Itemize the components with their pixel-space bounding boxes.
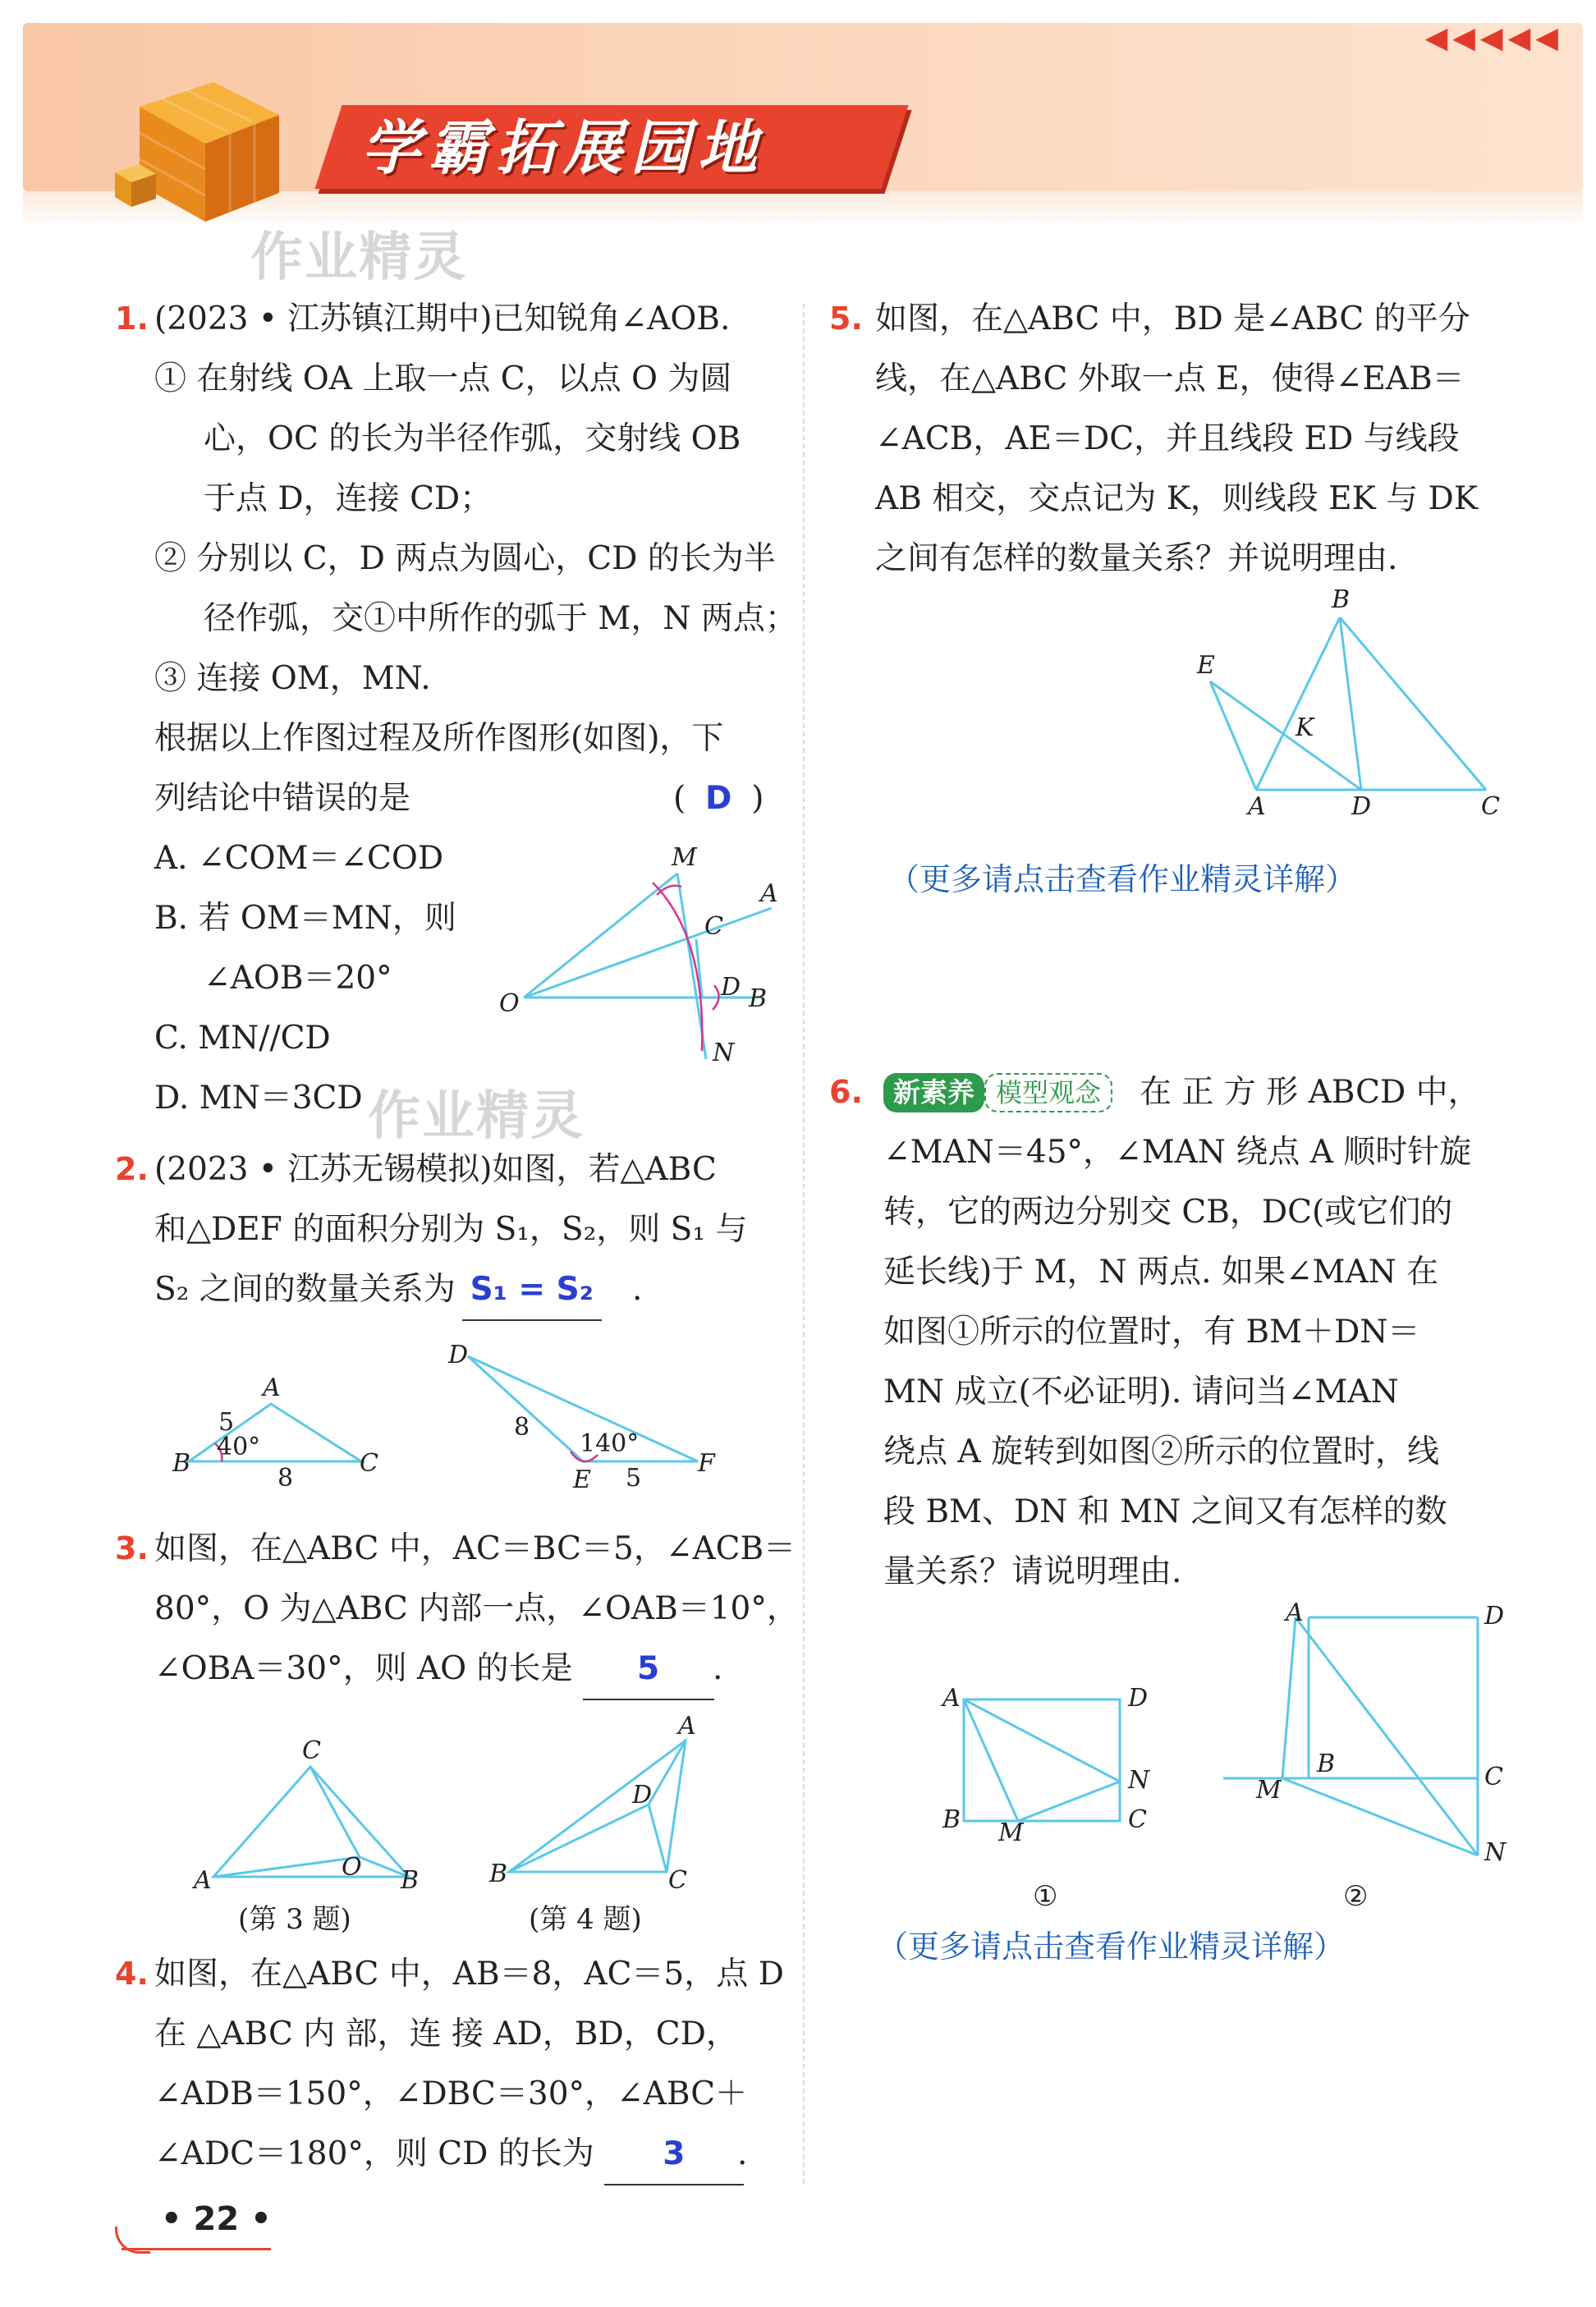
answer-blank: 5 [583,1639,714,1700]
question-number: 4. [115,1956,149,1992]
fig-label: N [1484,1838,1507,1867]
q1-figure [493,837,788,1084]
q2-line: S₂ 之间的数量关系为 S₁ = S₂ [154,1259,602,1321]
q4-line: ∠ADB＝150°，∠DBC＝30°，∠ABC＋ [154,2075,748,2112]
fig-label: D [1484,1602,1505,1630]
fig-label: D [721,973,741,1002]
fig-label: B [749,984,768,1013]
q6-figure-2 [1215,1598,1527,1929]
q1-line: (2023 • 江苏镇江期中)已知锐角∠AOB. [154,300,731,337]
question-number: 5. [829,300,863,337]
fig-label: F [698,1449,715,1478]
model-concept-tag: 模型观念 [984,1073,1112,1112]
fig-label: N [1128,1766,1150,1795]
header-arrows-icon: ◀◀◀◀◀ [1424,21,1563,55]
q4-line: 在 △ABC 内 部，连 接 AD，BD，CD， [154,2016,738,2052]
fig-label: K [1296,713,1314,742]
q6-line: 段 BM、DN 和 MN 之间又有怎样的数 [883,1493,1447,1530]
q2-figure [164,1341,739,1494]
q1-line: ③ 连接 OM，MN. [154,660,431,697]
fig-label: C [704,912,723,941]
fig-label: D [1351,792,1372,821]
fig-label: D [1128,1684,1149,1713]
q6-line: 延长线)于 M，N 两点. 如果∠MAN 在 [883,1254,1439,1291]
fig-label: C [360,1449,378,1478]
q1-line: 于点 D，连接 CD； [204,480,493,517]
q4-line: 如图，在△ABC 中，AB＝8，AC＝5，点 D [154,1956,784,1993]
option-c: C. MN//CD [154,1020,331,1057]
answer-blank: S₁ = S₂ [462,1259,602,1321]
option-a: A. ∠COM＝∠COD [154,840,444,877]
q6-tags [883,1069,1112,1115]
q6-line: 转，它的两边分别交 CB，DC(或它们的 [883,1194,1453,1231]
fig-label: C [1484,1763,1503,1791]
column-divider [803,304,805,2184]
fig-label: A [760,879,778,908]
question-number: 6. [829,1074,863,1110]
cube-icon [107,49,296,238]
fig-label: O [499,989,520,1018]
fig-label: 8 [514,1413,530,1442]
q6-line: ∠MAN＝45°，∠MAN 绕点 A 顺时针旋 [883,1134,1472,1171]
fig-label: A [1248,792,1266,821]
option-b-cont: ∠AOB＝20° [204,960,392,997]
q1-line: ② 分别以 C，D 两点为圆心，CD 的长为半 [154,540,776,577]
q6-line: 量关系？请说明理由. [883,1553,1182,1590]
q6-line: 绕点 A 旋转到如图②所示的位置时，线 [883,1433,1439,1470]
fig-label: M [672,843,697,872]
question-number: 2. [115,1151,149,1187]
q6-line: 如图①所示的位置时，有 BM＋DN＝ [883,1314,1420,1351]
fig-label: B [489,1860,508,1888]
q5-line: AB 相交，交点记为 K，则线段 EK 与 DK [875,480,1478,517]
fig-label: D [632,1781,653,1809]
more-details-link[interactable]: （更多请点击查看作业精灵详解） [888,861,1357,897]
period: . [713,1650,723,1687]
fig-label: B [401,1866,420,1895]
page-number-underline [122,2248,271,2250]
q4-line: ∠ADC＝180°，则 CD 的长为 3 [154,2124,744,2185]
fig-label: C [668,1866,687,1895]
fig-label: C [1481,792,1500,821]
fig-label: O [342,1853,362,1882]
q5-line: 之间有怎样的数量关系？并说明理由. [875,540,1398,577]
fig-label: B [172,1449,191,1478]
watermark-top: 作业精灵 [250,227,467,288]
fig-label: C [302,1736,321,1765]
fig-label: E [573,1465,591,1494]
q3-line: 如图，在△ABC 中，AC＝BC＝5，∠ACB＝ [154,1530,796,1567]
fig-label: B [1332,585,1351,614]
page-number: • 22 • [161,2200,272,2238]
q2-line: (2023 • 江苏无锡模拟)如图，若△ABC [154,1151,717,1188]
q3-line: ∠OBA＝30°，则 AO 的长是 5 [154,1639,714,1700]
q5-line: 如图，在△ABC 中，BD 是∠ABC 的平分 [875,300,1470,337]
fig-label: A [678,1712,696,1741]
watermark-mid: 作业精灵 [368,1086,585,1147]
page-title: 学霸拓展园地 [361,113,766,182]
fig-label: A [263,1374,281,1402]
fig-label: 5 [218,1408,235,1437]
q1-line: 根据以上作图过程及所作图形(如图)，下 [154,720,724,757]
q3-line: 80°，O 为△ABC 内部一点，∠OAB＝10°， [154,1590,799,1627]
q1-line: ① 在射线 OA 上取一点 C，以点 O 为圆 [154,360,732,397]
q6-line: 在 正 方 形 ABCD 中， [1140,1074,1480,1111]
option-b: B. 若 OM＝MN，则 [154,900,456,937]
answer-choice: D [705,780,732,817]
q6-line: MN 成立(不必证明). 请问当∠MAN [883,1374,1399,1410]
fig-label: 8 [277,1464,294,1493]
more-details-link[interactable]: （更多请点击查看作业精灵详解） [877,1929,1346,1965]
fig-label: E [1197,651,1215,680]
fig2-caption: ② [1343,1880,1369,1913]
fig-label: 5 [626,1464,642,1493]
q4-caption: (第 4 题) [529,1903,642,1936]
question-number: 3. [115,1530,149,1566]
q3-q4-figures [189,1712,714,1895]
fig-label: C [1128,1805,1147,1834]
q1-line: 列结论中错误的是 [154,780,411,817]
q5-figure [1182,585,1511,829]
fig-label: D [448,1341,469,1369]
q5-line: ∠ACB，AE＝DC，并且线段 ED 与线段 [875,420,1460,457]
q1-line: 心，OC 的长为半径作弧，交射线 OB [204,420,741,457]
fig-label: A [1286,1598,1304,1627]
fig-label: 140° [580,1429,640,1458]
fig-label: 40° [217,1433,261,1461]
fig1-caption: ① [1033,1880,1058,1913]
fig-label: M [1256,1776,1282,1805]
fig-label: A [194,1866,212,1895]
q3-caption: (第 3 题) [238,1903,351,1936]
fig-label: M [998,1819,1024,1847]
q2-line: 和△DEF 的面积分别为 S₁，S₂，则 S₁ 与 [154,1211,748,1248]
q1-line: 径作弧，交①中所作的弧于 M，N 两点； [204,600,797,637]
answer-bracket: ( D ) [673,768,764,828]
option-d: D. MN＝3CD [154,1080,363,1117]
q5-line: 线，在△ABC 外取一点 E，使得∠EAB＝ [875,360,1465,397]
period: . [737,2135,748,2172]
new-literacy-tag: 新素养 [883,1073,984,1112]
fig-label: B [942,1805,961,1834]
period: . [632,1271,643,1308]
question-number: 1. [115,300,149,337]
fig-label: N [713,1039,735,1067]
fig-label: A [942,1684,961,1713]
answer-blank: 3 [604,2124,744,2185]
fig-label: B [1317,1750,1336,1778]
